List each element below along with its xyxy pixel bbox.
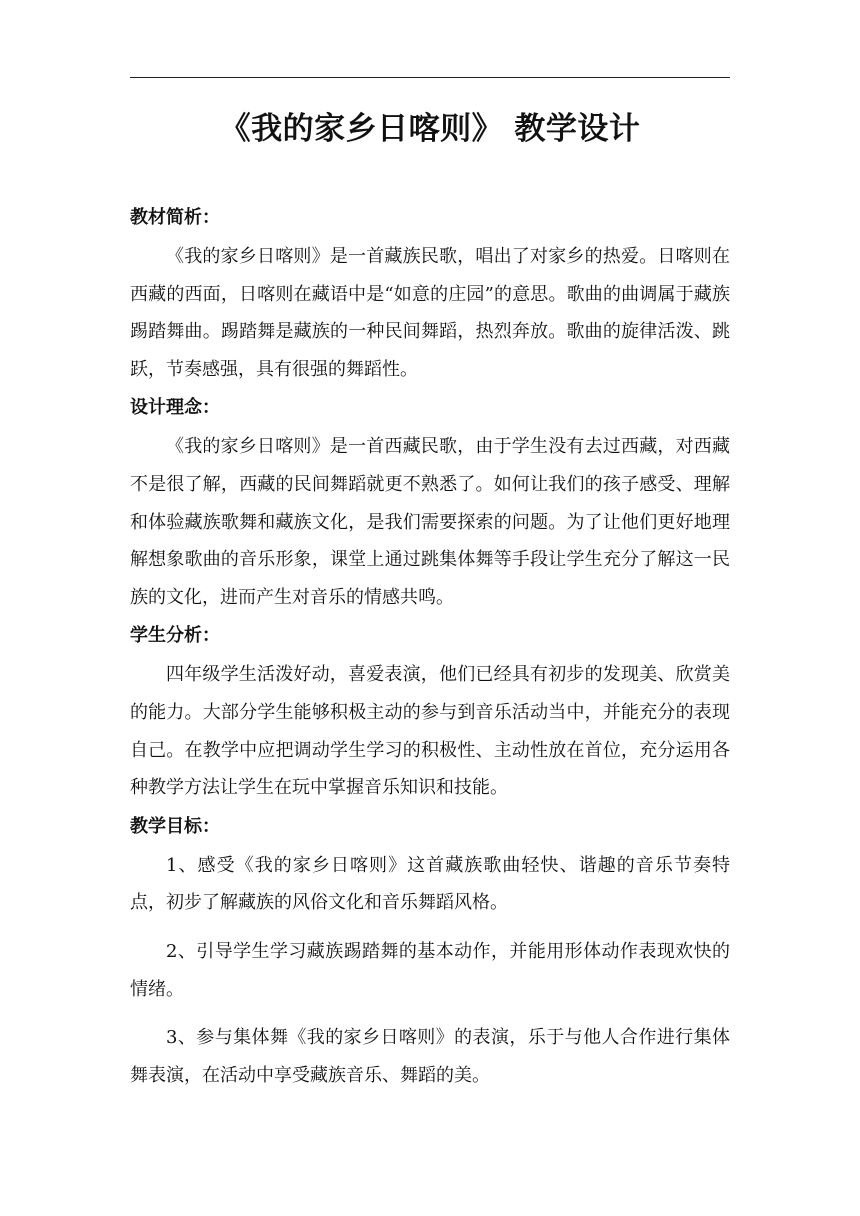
- section-design-concept: [130, 388, 730, 616]
- section-heading: 设计理念：: [130, 397, 220, 419]
- section-heading: 教材简析：: [130, 207, 220, 228]
- section-textbook-analysis: [130, 198, 730, 388]
- section-heading: 学生分析：: [130, 625, 220, 647]
- document-title: 《我的家乡日喀则》 教学设计: [219, 111, 641, 147]
- goal-item: 3、参与集体舞《我的家乡日喀则》的表演，乐于与他人合作进行集体舞表演，在活动中享受藏族音乐、舞蹈的美。: [130, 1027, 730, 1086]
- section-paragraph: 《我的家乡日喀则》是一首西藏民歌，由于学生没有去过西藏，对西藏不是很了解，西藏的民间舞蹈就更不熟悉了。如何让我们的孩子感受、理解和体验藏族歌舞和藏族文化，是我们需要探索的问题。为了让他们更好地理解想象歌曲的音乐形象，课堂上通过跳集体舞等手段让学生充分了解这一民族的文化，进而产生对音乐的情感共鸣。: [130, 436, 730, 608]
- header-rule: [130, 77, 730, 78]
- section-teaching-goals: [130, 807, 730, 1095]
- document-body: [130, 198, 730, 1105]
- section-paragraph: 《我的家乡日喀则》是一首藏族民歌，唱出了对家乡的热爱。日喀则在西藏的西面，日喀则在藏语中是“如意的庄园”的意思。歌曲的曲调属于藏族踢踏舞曲。踢踏舞是藏族的一种民间舞蹈，热烈奔放。歌曲的旋律活泼、跳跃，节奏感强，具有很强的舞蹈性。: [130, 246, 730, 380]
- goal-item: 2、引导学生学习藏族踢踏舞的基本动作，并能用形体动作表现欢快的情绪。: [130, 940, 730, 1000]
- section-student-analysis: [130, 616, 730, 806]
- goal-item: 1、感受《我的家乡日喀则》这首藏族歌曲轻快、谐趣的音乐节奏特点，初步了解藏族的风俗文化和音乐舞蹈风格。: [130, 854, 730, 914]
- section-paragraph: 四年级学生活泼好动，喜爱表演，他们已经具有初步的发现美、欣赏美的能力。大部分学生能够积极主动的参与到音乐活动当中，并能充分的表现自己。在教学中应把调动学生学习的积极性、主动性放在首位，充分运用各种教学方法让学生在玩中掌握音乐知识和技能。: [130, 664, 730, 799]
- section-heading: 教学目标：: [130, 815, 220, 837]
